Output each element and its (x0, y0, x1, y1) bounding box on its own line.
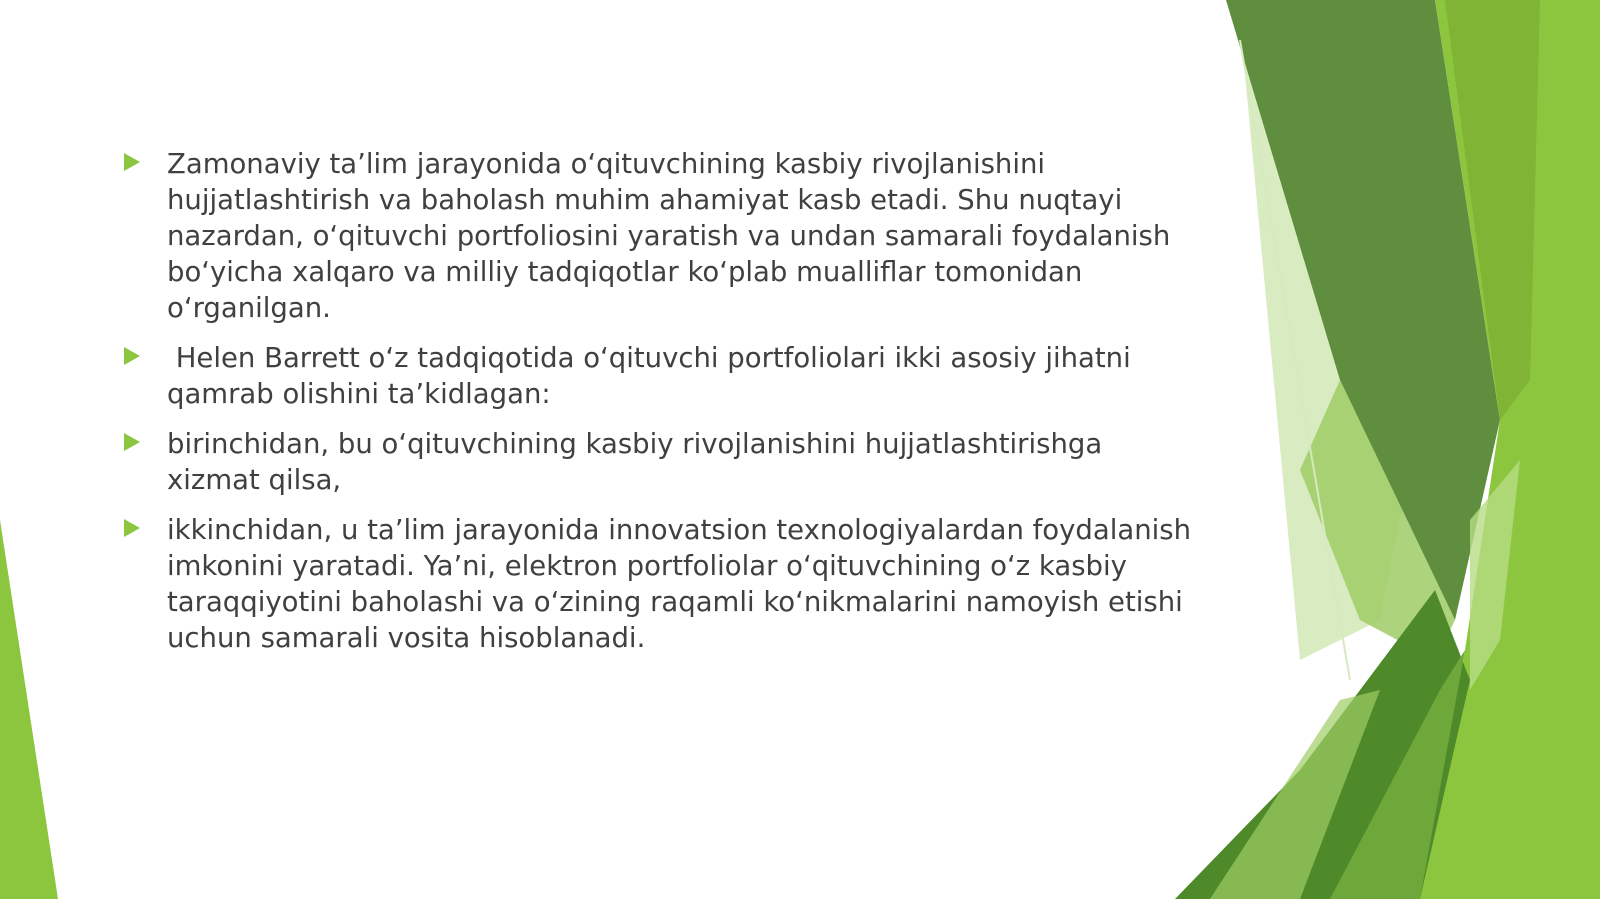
slide-content (122, 146, 1202, 670)
bullet-list (122, 146, 1202, 656)
triangle-bullet-icon (124, 153, 140, 171)
triangle-bullet-icon (124, 519, 140, 537)
bullet-text: ikkinchidan, u ta’lim jarayonida innovatsion texnologiyalardan foydalanish imkonini yaratadi. Ya’ni, elektron portfoliolar o‘qituvchining o‘z kasbiy taraqqiyotini baholashi va o‘zining raqamli ko‘nikmalarini namoyish etishi uchun samarali vosita hisoblanadi. (167, 514, 1192, 654)
bullet-item-1 (122, 146, 1202, 326)
bullet-text: Helen Barrett o‘z tadqiqotida o‘qituvchi portfoliolari ikki asosiy jihatni qamrab olishini ta’kidlagan: (167, 342, 1140, 410)
bullet-item-2 (122, 340, 1202, 412)
left-green-shard (0, 520, 58, 899)
bullet-text: Zamonaviy ta’lim jarayonida o‘qituvchining kasbiy rivojlanishini hujjatlashtirish va baholash muhim ahamiyat kasb etadi. Shu nuqtayi nazardan, o‘qituvchi portfoliosini yaratish va undan samarali foydalanish bo‘yicha xalqaro va milliy tadqiqotlar ko‘plab mualliflar tomonidan o‘rganilgan. (167, 148, 1171, 324)
bullet-item-3 (122, 426, 1202, 498)
triangle-bullet-icon (124, 433, 140, 451)
bullet-item-4 (122, 512, 1202, 656)
triangle-bullet-icon (124, 347, 140, 365)
bullet-text: birinchidan, bu o‘qituvchining kasbiy rivojlanishini hujjatlashtirishga xizmat qilsa, (167, 428, 1103, 496)
